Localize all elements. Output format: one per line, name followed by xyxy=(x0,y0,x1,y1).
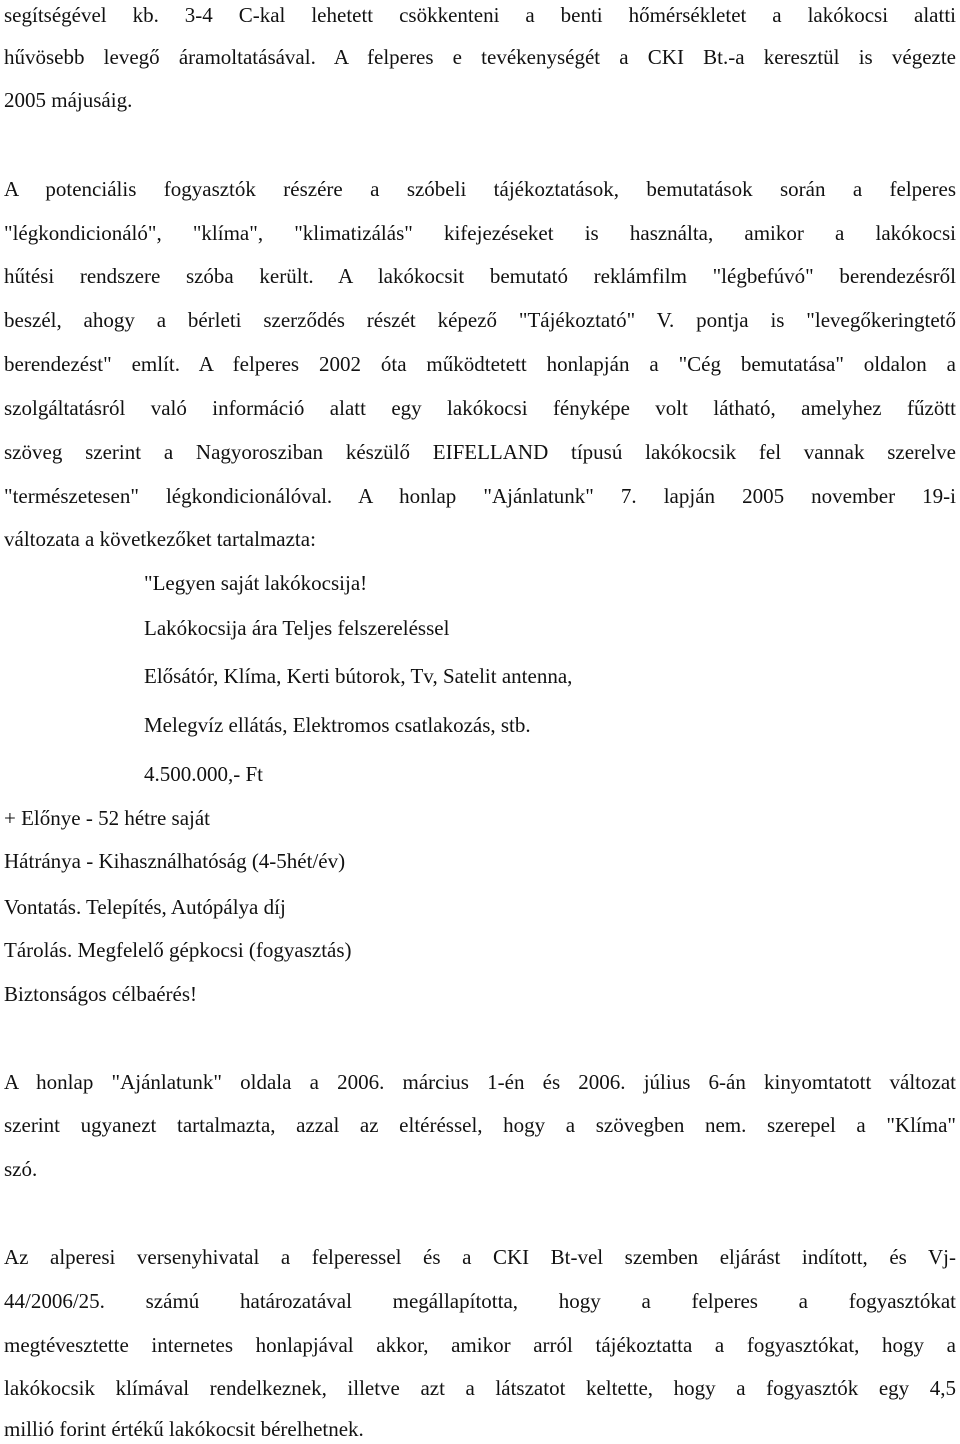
quote-line: "Legyen saját lakókocsija! xyxy=(144,571,368,595)
text-line: segítségével kb. 3-4 C-kal lehetett csökkenteni a benti hőmérsékletet a lakókocsi alatti xyxy=(4,3,956,27)
text-line: A honlap "Ajánlatunk" oldala a 2006. március 1-én és 2006. július 6-án kinyomtatott változat xyxy=(4,1070,956,1094)
text-line: szöveg szerint a Nagyorosziban készülő EIFELLAND típusú lakókocsik fel vannak szerelve xyxy=(4,440,956,464)
text-line: "légkondicionáló", "klíma", "klimatizálás" kifejezéseket is használta, amikor a lakókocsi xyxy=(4,221,956,245)
text-line: szolgáltatásról való információ alatt egy lakókocsi fényképe volt látható, amelyhez fűzött xyxy=(4,396,956,420)
text-line: A potenciális fogyasztók részére a szóbeli tájékoztatások, bemutatások során a felperes xyxy=(4,177,956,201)
text-line: Az alperesi versenyhivatal a felperessel és a CKI Bt-vel szemben eljárást indított, és Vj- xyxy=(4,1245,956,1269)
text-line: hűvösebb levegő áramoltatásával. A felperes e tevékenységét a CKI Bt.-a keresztül is végezte xyxy=(4,45,956,69)
text-line: berendezést" említ. A felperes 2002 óta működtetett honlapján a "Cég bemutatása" oldalon a xyxy=(4,352,956,376)
price-line: 4.500.000,- Ft xyxy=(144,762,264,786)
list-item: Biztonságos célbaérés! xyxy=(4,982,198,1006)
quote-line: Lakókocsija ára Teljes felszereléssel xyxy=(144,616,450,640)
text-line: változata a következőket tartalmazta: xyxy=(4,527,316,551)
text-line: lakókocsik klímával rendelkeznek, illetve azt a látszatot keltette, hogy a fogyasztók egy 4,5 xyxy=(4,1376,956,1400)
list-item: Vontatás. Telepítés, Autópálya díj xyxy=(4,895,286,919)
list-item: Tárolás. Megfelelő gépkocsi (fogyasztás) xyxy=(4,938,352,962)
text-line: beszél, ahogy a bérleti szerződés részét képező "Tájékoztató" V. pontja is "levegőkeringtető xyxy=(4,308,956,332)
text-line: millió forint értékű lakókocsit bérelhetnek. xyxy=(4,1417,364,1441)
list-item: + Előnye - 52 hétre saját xyxy=(4,806,211,830)
list-item: Hátránya - Kihasználhatóság (4-5hét/év) xyxy=(4,849,346,873)
text-line: 44/2006/25. számú határozatával megállapította, hogy a felperes a fogyasztókat xyxy=(4,1289,956,1313)
text-line: hűtési rendszere szóba került. A lakókocsit bemutató reklámfilm "légbefúvó" berendezésről xyxy=(4,264,956,288)
text-line: 2005 májusáig. xyxy=(4,88,133,112)
quote-line: Melegvíz ellátás, Elektromos csatlakozás, stb. xyxy=(144,713,531,737)
text-line: "természetesen" légkondicionálóval. A honlap "Ajánlatunk" 7. lapján 2005 november 19-i xyxy=(4,484,956,508)
text-line: szerint ugyanezt tartalmazta, azzal az eltéréssel, hogy a szövegben nem. szerepel a "Klíma" xyxy=(4,1113,956,1137)
text-line: megtévesztette internetes honlapjával akkor, amikor arról tájékoztatta a fogyasztókat, hogy a xyxy=(4,1333,956,1357)
text-line: szó. xyxy=(4,1157,38,1181)
quote-line: Elősátór, Klíma, Kerti bútorok, Tv, Satelit antenna, xyxy=(144,664,573,688)
